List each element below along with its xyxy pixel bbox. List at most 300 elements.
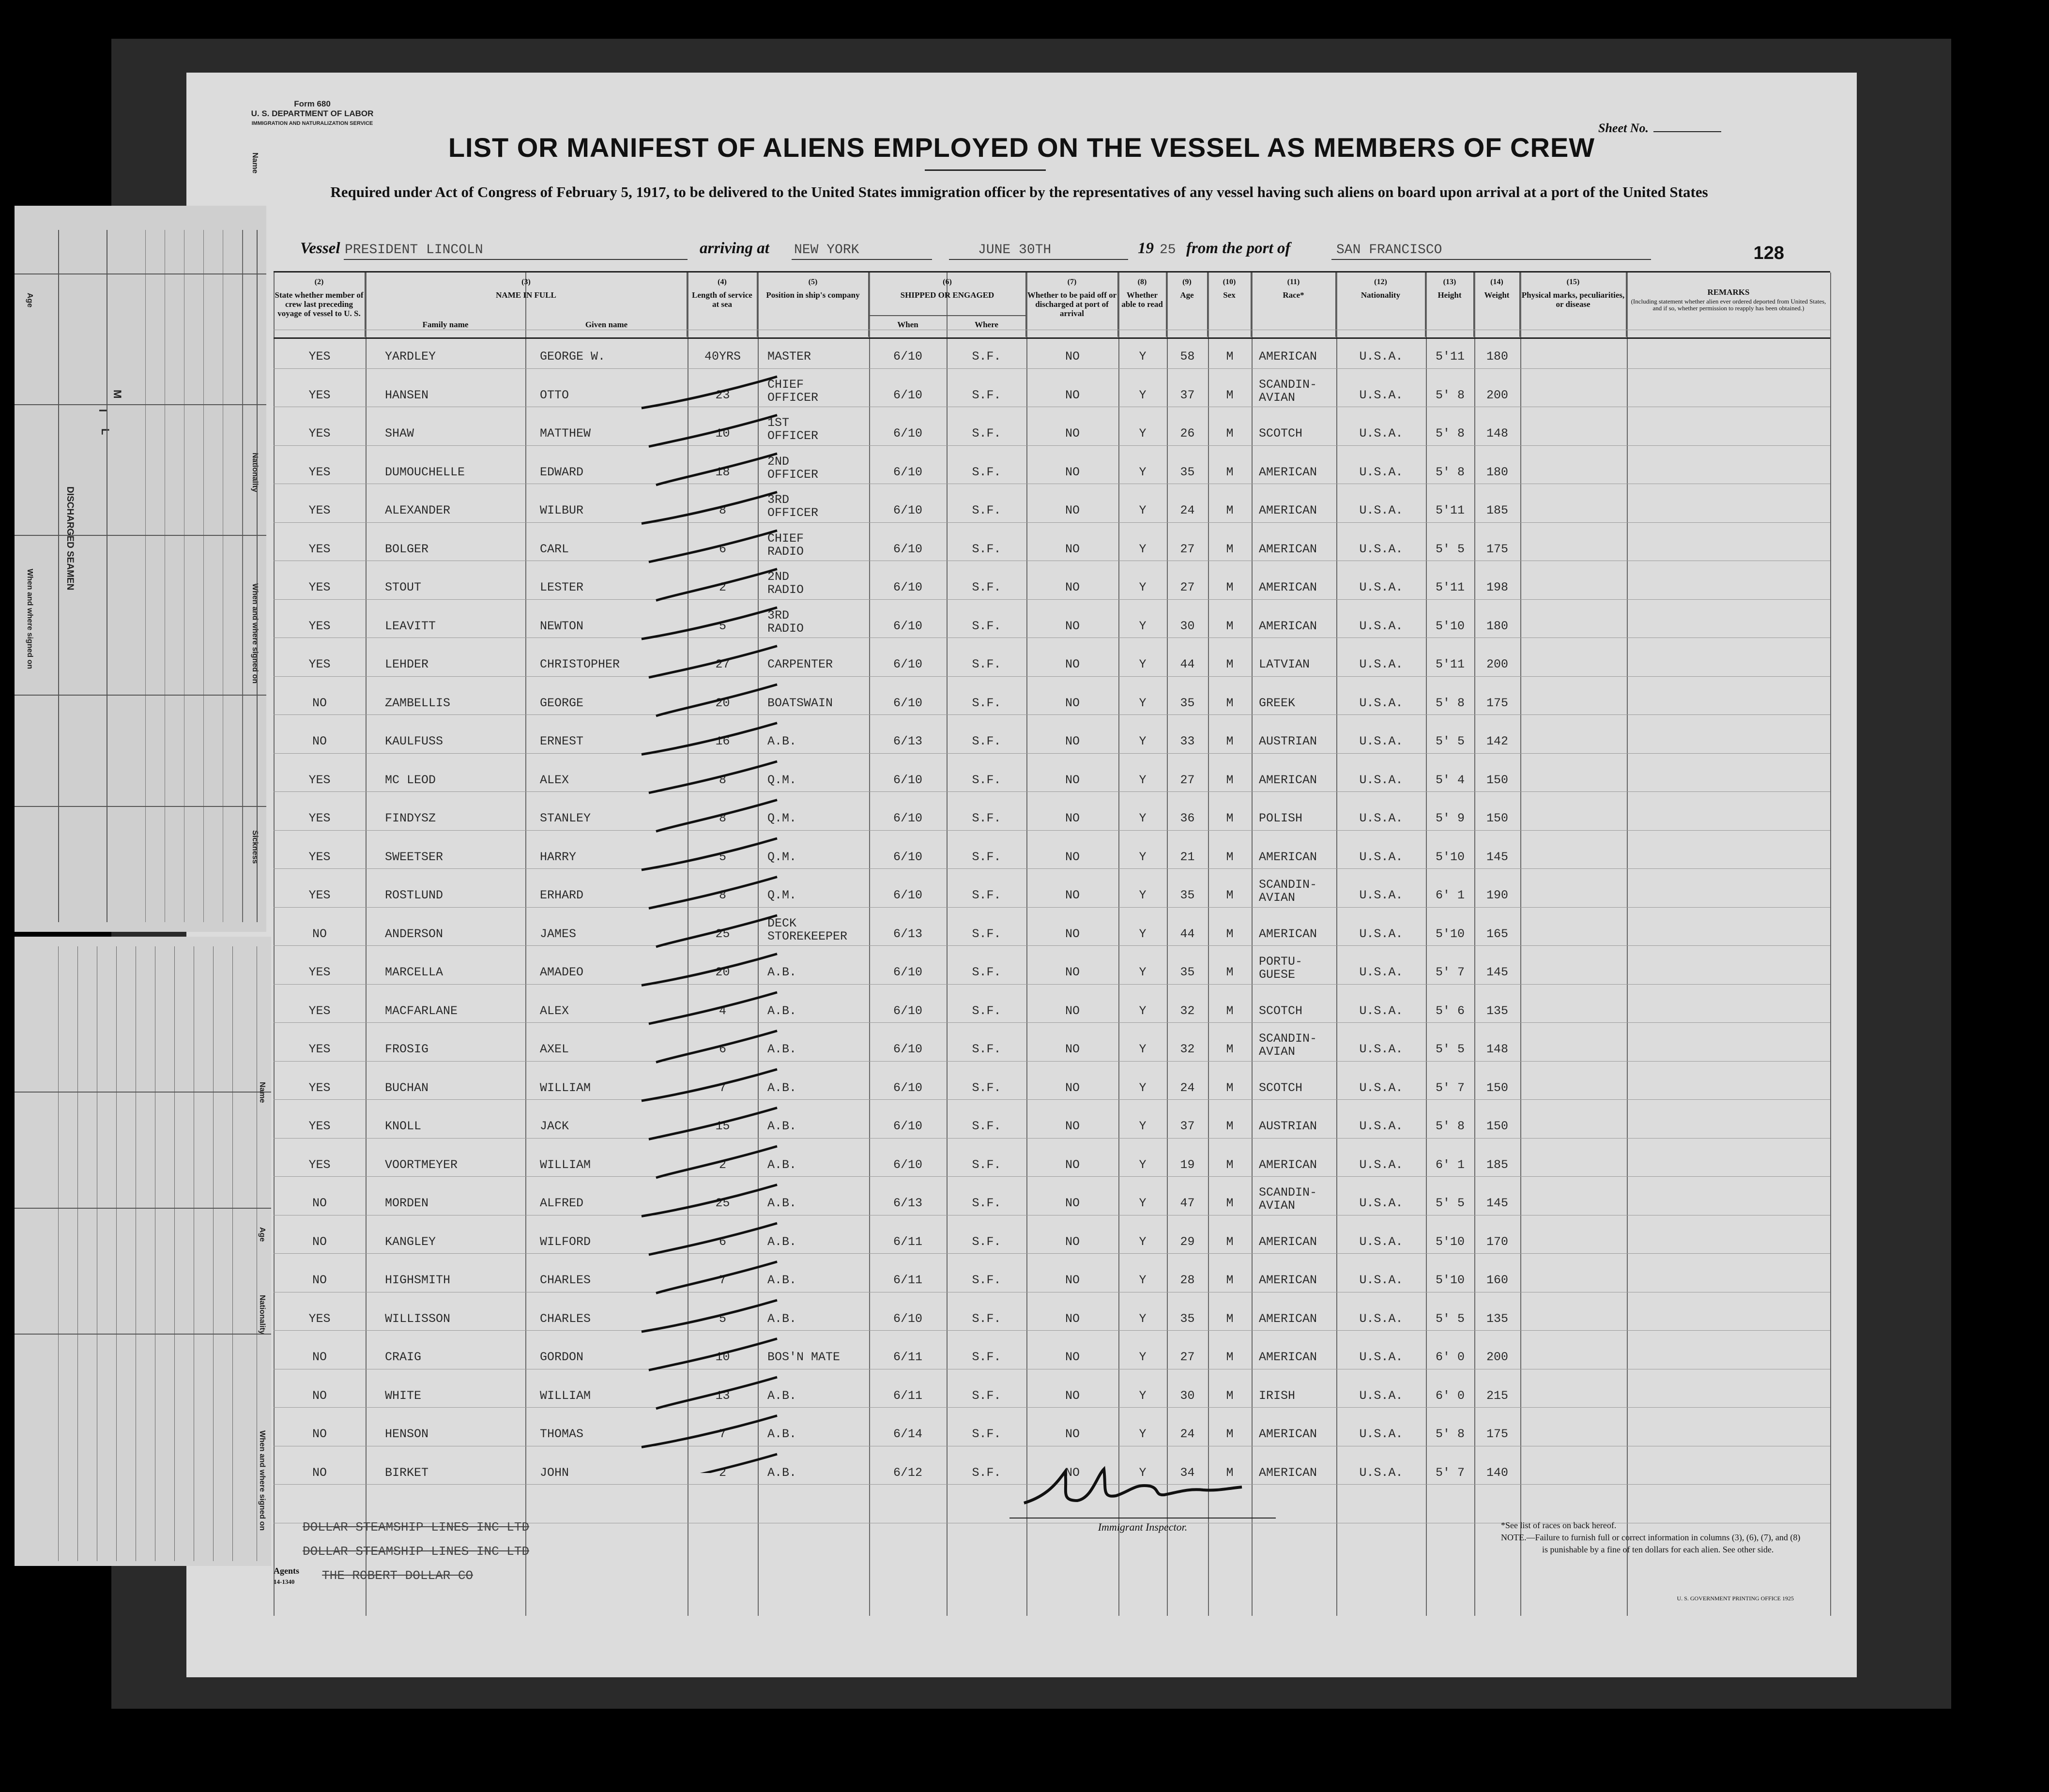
cell-service: 10 [715,426,730,440]
cell-when: 6/10 [893,888,922,902]
cell-prev: YES [308,811,331,825]
cell-paid: NO [1065,1080,1080,1095]
cell-height: 5' 4 [1435,773,1465,787]
cell-weight: 145 [1486,850,1508,864]
cell-where: S.F. [972,888,1001,902]
cell-service: 20 [715,965,730,979]
cell-given: ERNEST [540,734,584,748]
stub-divider [15,273,266,274]
cell-service: 2 [719,580,726,594]
port-underline [792,259,932,260]
cell-age: 28 [1180,1273,1195,1287]
cell-nat: U.S.A. [1359,926,1403,941]
stub2-rule [58,946,59,1561]
check-mark [656,800,777,832]
cell-where: S.F. [972,850,1001,864]
cell-given: AMADEO [540,965,584,979]
cell-height: 5' 9 [1435,811,1465,825]
column-rule [1830,273,1831,1616]
cell-given: JACK [540,1119,569,1133]
cell-race-line: AMERICAN [1259,503,1317,517]
cell-sex: M [1226,1157,1234,1172]
column-number: (2) [314,278,324,286]
cell-position-line: Q.M. [767,811,797,825]
cell-height: 5' 5 [1435,734,1465,748]
cell-given: WILLIAM [540,1388,591,1403]
cell-weight: 185 [1486,1157,1508,1172]
column-label: Weight [1484,290,1510,300]
column-label: Race* [1283,290,1304,300]
agent-company-3: THE ROBERT DOLLAR CO [322,1568,474,1583]
cell-paid: NO [1065,503,1080,517]
header-physical-marks [1520,273,1627,337]
cell-family: CRAIG [385,1350,422,1364]
cell-sex: M [1226,811,1234,825]
cell-race [1259,658,1336,671]
cell-when: 6/10 [893,349,922,364]
cell-when: 6/11 [893,1388,922,1403]
cell-race-line: AMERICAN [1259,1157,1317,1172]
cell-when: 6/10 [893,388,922,402]
cell-read: Y [1139,1119,1147,1133]
cell-paid: NO [1065,1042,1080,1056]
cell-weight: 150 [1486,811,1508,825]
cell-read: Y [1139,1465,1147,1480]
cell-nat: U.S.A. [1359,850,1403,864]
cell-height: 5'10 [1435,1234,1465,1249]
cell-service: 5 [719,1311,726,1326]
cell-prev: NO [312,1234,327,1249]
cell-height: 5' 6 [1435,1003,1465,1018]
cell-prev: YES [308,503,331,517]
cell-height: 5' 8 [1435,426,1465,440]
cell-weight: 200 [1486,388,1508,402]
cell-nat: U.S.A. [1359,465,1403,479]
header-paid-off [1026,273,1118,337]
cell-family: WHITE [385,1388,422,1403]
cell-race-line: SCOTCH [1259,1080,1303,1095]
cell-nat: U.S.A. [1359,1157,1403,1172]
cell-prev: NO [312,734,327,748]
cell-given: WILLIAM [540,1080,591,1095]
check-mark [642,1069,777,1101]
cell-paid: NO [1065,965,1080,979]
cell-paid: NO [1065,1465,1080,1480]
check-mark [642,492,777,524]
cell-where: S.F. [972,1080,1001,1095]
column-label: SHIPPED OR ENGAGED [900,290,994,300]
cell-where: S.F. [972,426,1001,440]
cell-weight: 180 [1486,619,1508,633]
cell-race-line: AUSTRIAN [1259,734,1317,748]
vessel-label: Vessel [300,240,340,257]
cell-given: NEWTON [540,619,584,633]
check-mark [649,1108,777,1139]
cell-race-line: AMERICAN [1259,580,1317,594]
cell-prev: NO [312,696,327,710]
cell-when: 6/10 [893,1003,922,1018]
year-prefix: 19 [1138,240,1154,257]
cell-given: WILFORD [540,1234,591,1249]
cell-race-line: SCANDIN- [1259,878,1317,892]
cell-given: JAMES [540,926,577,941]
cell-nat: U.S.A. [1359,888,1403,902]
cell-height: 5'11 [1435,349,1465,364]
cell-prev: YES [308,388,331,402]
cell-age: 34 [1180,1465,1195,1480]
row-rule [274,1138,1830,1139]
cell-race-line: AVIAN [1259,390,1296,405]
cell-when: 6/13 [893,734,922,748]
cell-race-line: IRISH [1259,1388,1296,1403]
stub-letter-l: L [99,428,111,435]
cell-read: Y [1139,388,1147,402]
races-note: *See list of races on back hereof. [1501,1520,1617,1530]
cell-service: 7 [719,1273,726,1287]
cell-when: 6/10 [893,542,922,556]
cell-read: Y [1139,888,1147,902]
column-rule [366,273,367,1616]
cell-given: GEORGE [540,696,584,710]
row-rule [274,1099,1830,1100]
arrival-year: 25 [1160,243,1176,258]
cell-nat: U.S.A. [1359,1042,1403,1056]
cell-race-line: SCANDIN- [1259,1185,1317,1200]
cell-nat: U.S.A. [1359,580,1403,594]
cell-race-line: AVIAN [1259,1045,1296,1059]
cell-position-line: Q.M. [767,888,797,902]
stub-divider [15,695,266,696]
cell-where: S.F. [972,1465,1001,1480]
cell-read: Y [1139,1080,1147,1095]
cell-family: BIRKET [385,1465,429,1480]
cell-given: ALEX [540,773,569,787]
cell-weight: 165 [1486,926,1508,941]
cell-when: 6/10 [893,465,922,479]
cell-paid: NO [1065,888,1080,902]
cell-family: BUCHAN [385,1080,429,1095]
cell-family: LEAVITT [385,619,436,633]
cell-sex: M [1226,1080,1234,1095]
cell-nat: U.S.A. [1359,349,1403,364]
cell-given: CHARLES [540,1273,591,1287]
cell-weight: 135 [1486,1003,1508,1018]
cell-position-line: A.B. [767,1157,797,1172]
check-mark [656,1377,777,1409]
penalty-note-2: is punishable by a fine of ten dollars for each alien. See other side. [1542,1545,1774,1554]
cell-when: 6/10 [893,965,922,979]
cell-height: 5' 7 [1435,1080,1465,1095]
cell-where: S.F. [972,1273,1001,1287]
cell-given: HARRY [540,850,577,864]
cell-when: 6/10 [893,1080,922,1095]
cell-paid: NO [1065,1234,1080,1249]
cell-read: Y [1139,465,1147,479]
stub-label-sickness: Sickness [251,830,259,864]
cell-read: Y [1139,926,1147,941]
cell-weight: 148 [1486,426,1508,440]
cell-race-line: AMERICAN [1259,1465,1317,1480]
cell-family: MC LEOD [385,773,436,787]
cell-race [1259,1351,1336,1364]
cell-when: 6/10 [893,503,922,517]
cell-family: KAULFUSS [385,734,443,748]
check-mark [649,1454,777,1473]
cell-race-line: AVIAN [1259,891,1296,905]
stub2-label-nationality: Nationality [258,1295,266,1335]
check-mark [656,1031,777,1063]
cell-height: 5' 8 [1435,696,1465,710]
cell-family: WILLISSON [385,1311,451,1326]
stub-rule [242,230,243,922]
cell-given: THOMAS [540,1427,584,1441]
cell-race-line: AMERICAN [1259,1273,1317,1287]
header-given-name: Given name [585,320,628,329]
cell-paid: NO [1065,1273,1080,1287]
header-race [1252,273,1336,337]
cell-service: 15 [715,1119,730,1133]
cell-weight: 150 [1486,773,1508,787]
cell-paid: NO [1065,773,1080,787]
stub2-label-when-where: When and where signed on [258,1430,266,1531]
cell-when: 6/10 [893,580,922,594]
cell-race [1259,927,1336,941]
cell-prev: YES [308,1157,331,1172]
row-rule [274,753,1830,754]
header-when: When [897,320,918,329]
cell-weight: 170 [1486,1234,1508,1249]
row-rule [274,1022,1830,1023]
column-number: (8) [1137,278,1147,286]
stub-divider [15,535,266,536]
row-rule [274,791,1830,792]
cell-position-line: A.B. [767,1196,797,1210]
cell-weight: 175 [1486,1427,1508,1441]
cell-where: S.F. [972,926,1001,941]
cell-sex: M [1226,734,1234,748]
cell-position-line: A.B. [767,1311,797,1326]
vessel-name: PRESIDENT LINCOLN [345,243,483,258]
check-mark [642,377,777,408]
cell-prev: YES [308,465,331,479]
column-rule [525,273,526,1616]
cell-age: 32 [1180,1042,1195,1056]
cell-sex: M [1226,1234,1234,1249]
cell-race-line: AMERICAN [1259,1427,1317,1441]
check-mark [649,1339,777,1370]
check-mark [649,415,777,447]
cell-nat: U.S.A. [1359,811,1403,825]
cell-race-line: AMERICAN [1259,542,1317,556]
cell-age: 44 [1180,926,1195,941]
row-rule [274,368,1830,369]
cell-when: 6/11 [893,1234,922,1249]
cell-age: 37 [1180,1119,1195,1133]
cell-height: 5' 8 [1435,1427,1465,1441]
column-label: NAME IN FULL [496,290,556,300]
cell-paid: NO [1065,619,1080,633]
cell-height: 5'11 [1435,580,1465,594]
cell-read: Y [1139,1234,1147,1249]
cell-position-line: 3RD [767,493,790,507]
cell-race-line: GREEK [1259,696,1296,710]
cell-when: 6/10 [893,1311,922,1326]
stub-letter-m: M [111,390,123,399]
cell-prev: YES [308,773,331,787]
column-label: Physical marks, peculiarities, or disease [1521,290,1625,309]
cell-given: ERHARD [540,888,584,902]
cell-height: 5'10 [1435,926,1465,941]
cell-age: 36 [1180,811,1195,825]
cell-race [1259,466,1336,479]
cell-when: 6/10 [893,811,922,825]
stub2-rule [174,946,175,1561]
cell-family: ALEXANDER [385,503,451,517]
cell-service: 6 [719,542,726,556]
cell-race-line: GUESE [1259,968,1296,982]
cell-height: 5' 8 [1435,388,1465,402]
cell-where: S.F. [972,1350,1001,1364]
cell-family: VOORTMEYER [385,1157,458,1172]
cell-when: 6/10 [893,773,922,787]
cell-sex: M [1226,503,1234,517]
check-mark [656,1262,777,1293]
cell-read: Y [1139,426,1147,440]
penalty-note-1: NOTE.—Failure to furnish full or correct information in columns (3), (6), (7), and (8) [1501,1533,1801,1542]
remarks-label: REMARKS [1707,288,1750,297]
cell-sex: M [1226,926,1234,941]
cell-when: 6/10 [893,1119,922,1133]
header-able-read [1118,273,1167,337]
service-name: IMMIGRATION AND NATURALIZATION SERVICE [251,121,373,126]
cell-position-line: RADIO [767,583,804,597]
cell-position-line: Q.M. [767,773,797,787]
cell-nat: U.S.A. [1359,1350,1403,1364]
cell-height: 5'11 [1435,503,1465,517]
cell-service: 5 [719,850,726,864]
column-number: (9) [1182,278,1192,286]
cell-position-line: CHIEF [767,377,804,392]
cell-service: 23 [715,388,730,402]
manifest-page [186,73,1857,1677]
cell-age: 26 [1180,426,1195,440]
row-rule [274,1061,1830,1062]
cell-service: 8 [719,773,726,787]
cell-prev: NO [312,1196,327,1210]
column-label: Whether able to read [1121,290,1163,309]
cell-race [1259,504,1336,517]
check-mark [642,838,777,870]
row-rule [274,1253,1830,1254]
cell-race [1259,955,1336,981]
cell-given: WILLIAM [540,1157,591,1172]
cell-prev: NO [312,1465,327,1480]
cell-family: SHAW [385,426,414,440]
cell-where: S.F. [972,1196,1001,1210]
cell-age: 27 [1180,773,1195,787]
cell-position-line: 1ST [767,416,790,430]
cell-age: 27 [1180,542,1195,556]
column-number: (4) [718,278,727,286]
column-label: Length of service at sea [692,290,752,309]
stub-rule [145,230,146,922]
stub-rule [257,230,258,922]
check-mark [656,454,777,485]
cell-service: 6 [719,1042,726,1056]
cell-race-line: SCANDIN- [1259,1032,1317,1046]
cell-age: 37 [1180,388,1195,402]
row-rule [274,1407,1830,1408]
header-rule [274,337,1830,339]
cell-height: 6' 1 [1435,888,1465,902]
cell-age: 33 [1180,734,1195,748]
cell-where: S.F. [972,1042,1001,1056]
cell-paid: NO [1065,465,1080,479]
cell-where: S.F. [972,1003,1001,1018]
cell-read: Y [1139,1350,1147,1364]
cell-family: FINDYSZ [385,811,436,825]
cell-given: JOHN [540,1465,569,1480]
column-number: (11) [1287,278,1300,286]
cell-race [1259,1081,1336,1094]
stub-rule [58,230,59,922]
cell-family: FROSIG [385,1042,429,1056]
cell-age: 27 [1180,580,1195,594]
cell-nat: U.S.A. [1359,696,1403,710]
cell-prev: YES [308,965,331,979]
check-mark [642,607,777,639]
cell-service: 5 [719,619,726,633]
cell-read: Y [1139,1427,1147,1441]
header-nationality [1336,273,1426,337]
cell-race [1259,1004,1336,1017]
cell-where: S.F. [972,503,1001,517]
sheet-number-label: Sheet No. [1598,121,1649,135]
cell-age: 44 [1180,657,1195,671]
cell-prev: YES [308,1042,331,1056]
cell-race-line: SCOTCH [1259,1003,1303,1018]
cell-nat: U.S.A. [1359,503,1403,517]
check-mark [642,1416,777,1447]
cell-service: 2 [719,1465,726,1480]
cell-given: WILBUR [540,503,584,517]
cell-service: 40YRS [704,349,741,364]
cell-given: EDWARD [540,465,584,479]
cell-family: MACFARLANE [385,1003,458,1018]
stub2-rule [77,946,78,1561]
cell-service: 4 [719,1003,726,1018]
cell-sex: M [1226,965,1234,979]
row-rule [274,868,1830,869]
cell-paid: NO [1065,926,1080,941]
cell-read: Y [1139,657,1147,671]
cell-family: MORDEN [385,1196,429,1210]
cell-height: 5' 8 [1435,465,1465,479]
cell-race [1259,1312,1336,1325]
cell-read: Y [1139,850,1147,864]
cell-family: ANDERSON [385,926,443,941]
cell-age: 24 [1180,1427,1195,1441]
header-prev-voyage [274,273,366,337]
cell-position-line: RADIO [767,621,804,636]
cell-position-line: Q.M. [767,850,797,864]
from-port-label: from the port of [1186,240,1291,257]
cell-race [1259,1032,1336,1058]
cell-paid: NO [1065,1157,1080,1172]
cell-where: S.F. [972,388,1001,402]
cell-family: ZAMBELLIS [385,696,451,710]
cell-position-line: OFFICER [767,467,819,482]
